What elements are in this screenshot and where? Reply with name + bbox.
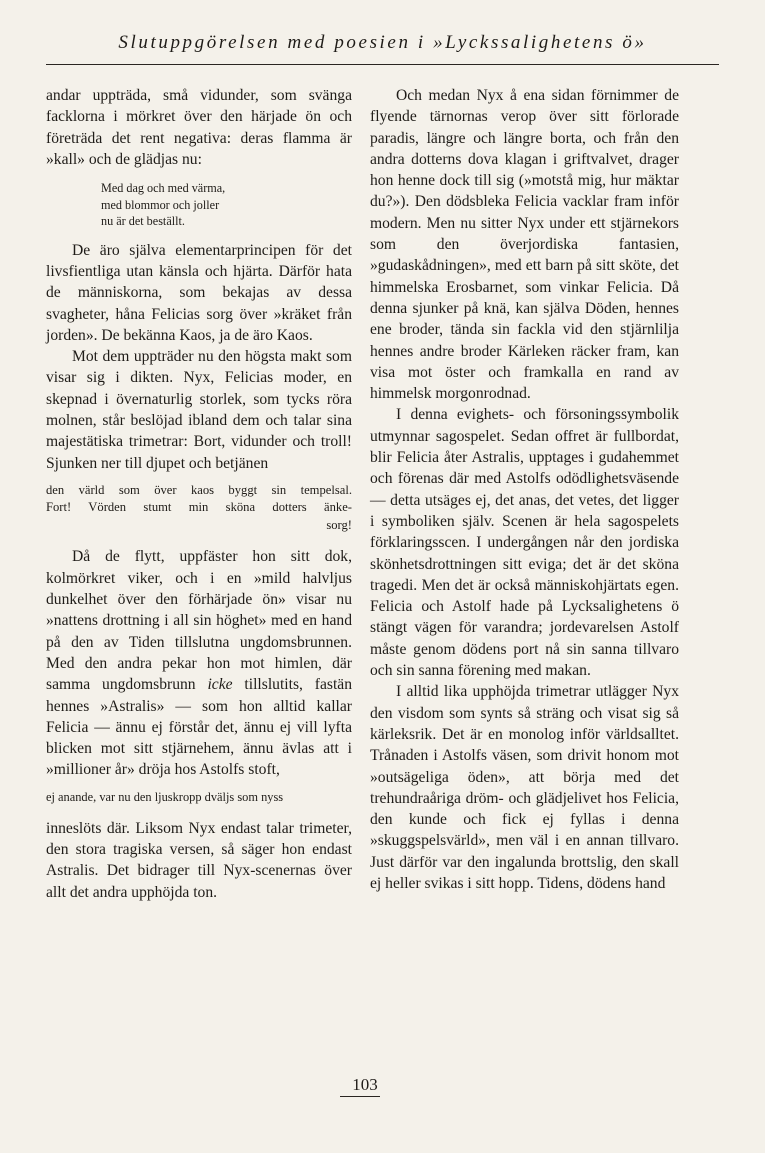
paragraph: De äro själva elementarprincipen för det livsfientliga utan känsla och hjärta. Därför hata de människorna, som bekajas av dessa svagheter, håna Felicias sorg över »kräket från jorden». De bekänna Kaos, ja de äro Kaos. xyxy=(46,241,352,344)
block-quote xyxy=(46,482,352,535)
block-quote: ej anande, var nu den ljuskropp dväljs som nyss xyxy=(46,789,284,804)
left-column xyxy=(46,85,352,903)
paragraph: I denna evighets- och försoningssymbolik utmynnar sagospelet. Sedan offret är fullbordat, blir Felicia åter Astralis, upptages i gudahemmet och förenas där med Astolfs odödlighetsväsende — detta utsäges ej, det anas, det vetes, det ligger i symboliken själv. Scenen är hela sagospelets förklaringsscen. I undergången når den jordiska skönhetsdrottningen sitt eviga; det är det sköna tragedi. Men det är också människohjärtats egen. Felicia och Astolf hade på Lycksalighetens ö stängt vägen för varandra; jordevarelsen Astolf måste genom dödens port nå sin sanna tillvaro och sin sanna förening med makan. xyxy=(370,406,679,680)
paragraph: Mot dem uppträder nu den högsta makt som visar sig i dikten. Nyx, Felicias moder, en skepnad i övernaturlig storlek, som tycks röra molnen, står beslöjad ibland dem och talar sina majestätiska trimetrar: Bort, vidunder och troll! Sjunken ner till djupet och betjänen xyxy=(46,348,352,472)
text-run: Då de flytt, uppfäster hon sitt dok, kolmörkret viker, och i en »mild halvljus dunkelhet över den förhärjade ön» visar nu »nattens drottning i all sin höghet» med en hand på den av Tiden tillslutna ungdomsbrunnen. Med den andra pekar hon mot himlen, där samma ungdomsbrunn xyxy=(46,548,352,694)
verse-quote xyxy=(101,180,352,230)
running-header: Slutuppgörelsen med poesien i »Lyckssalighetens ö» xyxy=(118,32,647,53)
page-number: 103 xyxy=(352,1075,378,1094)
paragraph: inneslöts där. Liksom Nyx endast talar trimeter, den stora tragiska versen, så säger hon endast Astralis. Det bidrager till Nyx-scenernas över allt det andra upphöjda ton. xyxy=(46,819,352,901)
text-run: tillslutits, fastän hennes »Astralis» — som hon alltid kallar Felicia — ännu ej förstår det, ännu ej vill lyfta blicken mot sitt stjärnehem, ännu ävlas att i »millioner år» dröja hos Astolfs stoft, xyxy=(46,676,352,779)
quote-line: den värld som över kaos byggt sin tempelsal. xyxy=(46,482,352,497)
paragraph: Och medan Nyx å ena sidan förnimmer de flyende tärnornas verop över sitt förlorade paradis, längre och längre borta, och från den andra dotterns dova klagan i griftvalvet, drager hon henne dock till sig (»motstå mig, hur mäktar du?»). Den dödsbleka Felicia vacklar fram inför modern. Men nu sitter Nyx under ett stjärnekors som den överjordiska fantasien, »gudaskådningen», med ett barn på sitt sköte, det himmelska Erosbarnet, som vinkar Felicia. Då denna sjunker på knä, kan själva Döden, hennes ene broder, tända sin fackla vid den stjärnlilja hennes andre broder Kärleken räcker fram, kan visa mot öster och framkalla en rand av himmelsk morgonrodnad. xyxy=(370,87,679,403)
verse-line: med blommor och joller xyxy=(101,197,220,212)
paragraph: I alltid lika upphöjda trimetrar utlägger Nyx den visdom som synts så sträng och visat sig så kärleksrik. Det är en monolog inför världsalltet. Trånaden i Astolfs väsen, som drivit honom mot »outsägeliga öden», att börja med det trehundraåriga dröm- och glädjelivet hos Felicia, den kunde och fick ej fyllas i denna »skuggspelsvärld», men väl i en annan tillvaro. Just därför var den ingalunda brottslig, den skall ej heller svikas i sitt hopp. Tidens, dödens hand xyxy=(370,683,679,892)
paragraph xyxy=(46,546,352,780)
verse-line: nu är det beställt. xyxy=(101,214,185,229)
quote-line: Fort! Vörden stumt min sköna dotters änke- xyxy=(46,500,352,515)
verse-line: Med dag och med värma, xyxy=(101,181,226,196)
emphasis: icke xyxy=(207,676,233,694)
right-column xyxy=(370,85,679,894)
header-rule xyxy=(46,64,719,65)
page-number-rule xyxy=(340,1096,380,1097)
quote-line: sorg! xyxy=(326,517,352,532)
paragraph: andar uppträda, små vidunder, som svänga facklorna i mörkret över den härjade ön och företräda det rent negativa: deras flamma är »kall» och de glädjas nu: xyxy=(46,87,352,168)
